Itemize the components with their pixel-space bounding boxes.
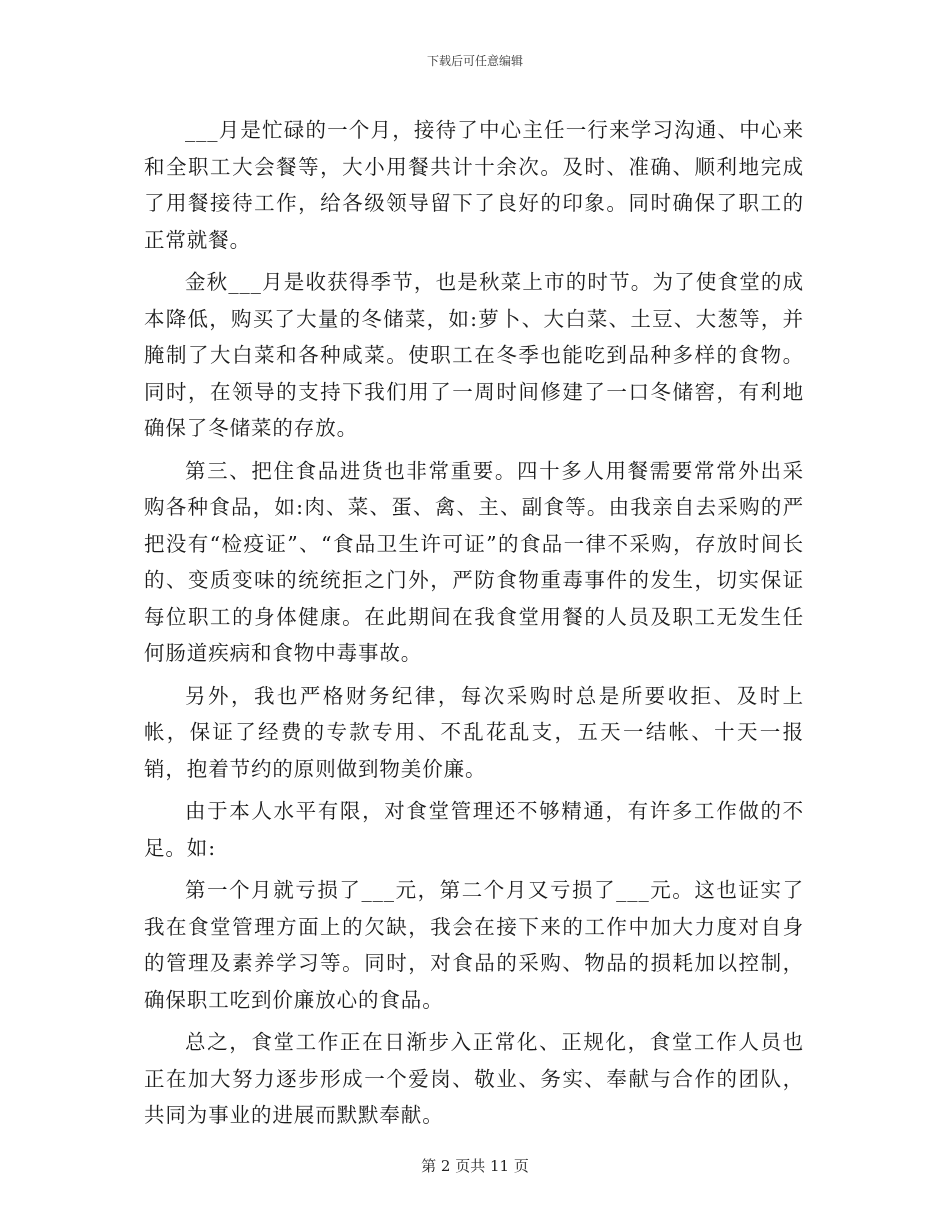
page-header: 下载后可任意编辑 (426, 54, 523, 68)
paragraph-financial-discipline: 另外，我也严格财务纪律，每次采购时总是所要收拒、及时上帐，保证了经费的专款专用、不乱花乱支，五天一结帐、十天一报销，抱着节约的原则做到物美价廉。 (144, 683, 804, 781)
paragraph-reception: ___月是忙碌的一个月，接待了中心主任一行来学习沟通、中心来和全职工大会餐等，大小用餐共计十余次。及时、准确、顺利地完成了用餐接待工作，给各级领导留下了良好的印象。同时确保了职工的正常就餐。 (144, 118, 804, 252)
document-body (144, 112, 804, 1140)
paragraph-food-purchasing: 第三、把住食品进货也非常重要。四十多人用餐需要常常外出采购各种食品，如:肉、菜、蛋、禽、主、副食等。由我亲自去采购的严把没有“检疫证”、“食品卫生许可证”的食品一律不采购，存放时间长的、变质变味的统统拒之门外，严防食物重毒事件的发生，切实保证每位职工的身体健康。在此期间在我食堂用餐的人员及职工无发生任何肠道疾病和食物中毒事故。 (144, 458, 804, 665)
paragraph-winter-vegetables: 金秋___月是收获得季节，也是秋菜上市的时节。为了使食堂的成本降低，购买了大量的冬储菜，如:萝卜、大白菜、土豆、大葱等，并腌制了大白菜和各种咸菜。使职工在冬季也能吃到品种多样的食物。同时，在领导的支持下我们用了一周时间修建了一口冬储窖，有利地确保了冬储菜的存放。 (144, 270, 804, 440)
page-footer: 第 2 页共 11 页 (421, 1157, 529, 1175)
paragraph-conclusion: 总之，食堂工作正在日渐步入正常化、正规化，食堂工作人员也正在加大努力逐步形成一个爱岗、敬业、务实、奉献与合作的团队，共同为事业的进展而默默奉献。 (144, 1030, 804, 1127)
paragraph-losses: 第一个月就亏损了___元，第二个月又亏损了___元。这也证实了我在食堂管理方面上的欠缺，我会在接下来的工作中加大力度对自身的管理及素养学习等。同时，对食品的采购、物品的损耗加以控制，确保职工吃到价廉放心的食品。 (144, 878, 804, 1012)
paragraph-shortcomings: 由于本人水平有限，对食堂管理还不够精通，有许多工作做的不足。如: (144, 799, 804, 860)
